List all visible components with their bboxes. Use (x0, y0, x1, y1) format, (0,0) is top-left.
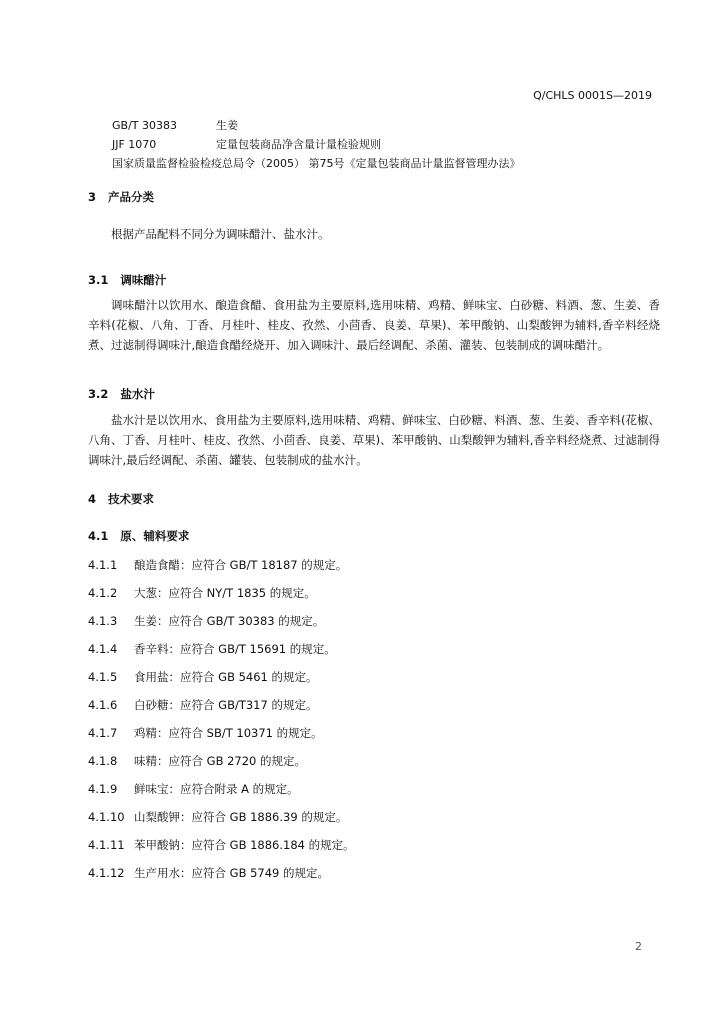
section-title: 原、辅料要求 (120, 529, 190, 543)
section-number: 3.1 (88, 273, 109, 287)
section-heading-4-1 (88, 528, 189, 544)
section-number: 4.1 (88, 529, 109, 543)
requirement-text: 酿造食醋：应符合 GB/T 18187 的规定。 (134, 558, 348, 572)
requirement-number: 4.1.9 (88, 782, 118, 796)
requirement-item (88, 585, 316, 601)
requirement-text: 生姜：应符合 GB/T 30383 的规定。 (134, 614, 325, 628)
page-number: 2 (635, 940, 642, 953)
requirement-item (88, 697, 317, 713)
requirement-item (88, 753, 306, 769)
requirement-number: 4.1.11 (88, 838, 125, 852)
reference-line (112, 155, 521, 171)
requirement-text: 食用盐：应符合 GB 5461 的规定。 (134, 670, 318, 684)
requirement-text: 苯甲酸钠：应符合 GB 1886.184 的规定。 (134, 838, 355, 852)
reference-code: JJF 1070 (112, 138, 157, 151)
requirement-item (88, 865, 329, 881)
section-heading-4 (88, 491, 154, 507)
requirement-number: 4.1.5 (88, 670, 118, 684)
requirement-text: 鸡精：应符合 SB/T 10371 的规定。 (134, 726, 323, 740)
section-title: 技术要求 (108, 492, 155, 506)
requirement-number: 4.1.3 (88, 614, 118, 628)
requirement-item (88, 725, 323, 741)
requirement-item (88, 641, 336, 657)
section-title: 调味醋汁 (120, 273, 167, 287)
requirement-text: 味精：应符合 GB 2720 的规定。 (134, 754, 307, 768)
section-number: 3.2 (88, 387, 109, 401)
standard-code: Q/CHLS 0001S—2019 (533, 89, 652, 102)
requirement-text: 鲜味宝：应符合附录 A 的规定。 (134, 782, 299, 796)
reference-code: GB/T 30383 (112, 119, 177, 132)
requirement-number: 4.1.6 (88, 698, 118, 712)
requirement-item (88, 837, 355, 853)
reference-title: 生姜 (216, 119, 238, 132)
reference-line (112, 117, 238, 133)
requirement-number: 4.1.10 (88, 810, 125, 824)
section-heading-3-2 (88, 386, 155, 402)
requirement-text: 白砂糖：应符合 GB/T317 的规定。 (134, 698, 318, 712)
section-title: 产品分类 (108, 190, 155, 204)
section-3-1-paragraph: 调味醋汁以饮用水、酿造食醋、食用盐为主要原料,选用味精、鸡精、鲜味宝、白砂糖、料酒、葱、生姜、香辛料(花椒、八角、丁香、月桂叶、桂皮、孜然、小茴香、良姜、草果)、苯甲酸钠、山梨酸钾为辅料,香辛料经烧煮、过滤制得调味汁,酿造食醋经烧开、加入调味汁、最后经调配、杀菌、灌装、包装制成的调味醋汁。 (88, 298, 660, 352)
reference-title: 定量包装商品净含量计量检验规则 (216, 138, 381, 151)
requirement-number: 4.1.7 (88, 726, 118, 740)
reference-title: 国家质量监督检验检疫总局令（2005） 第75号《定量包装商品计量监督管理办法》 (112, 157, 521, 170)
section-number: 4 (88, 492, 97, 506)
requirement-text: 大葱：应符合 NY/T 1835 的规定。 (134, 586, 316, 600)
requirement-number: 4.1.1 (88, 558, 118, 572)
section-title: 盐水汁 (120, 387, 155, 401)
requirement-number: 4.1.12 (88, 866, 125, 880)
section-3-paragraph: 根据产品配料不同分为调味醋汁、盐水汁。 (111, 227, 330, 241)
requirement-item (88, 613, 324, 629)
requirement-item (88, 781, 299, 797)
requirement-number: 4.1.2 (88, 586, 118, 600)
section-heading-3 (88, 189, 154, 205)
requirement-text: 香辛料：应符合 GB/T 15691 的规定。 (134, 642, 336, 656)
requirement-number: 4.1.4 (88, 642, 118, 656)
reference-line (112, 136, 381, 152)
requirement-number: 4.1.8 (88, 754, 118, 768)
requirement-item (88, 809, 347, 825)
section-heading-3-1 (88, 272, 166, 288)
requirement-text: 生产用水：应符合 GB 5749 的规定。 (134, 866, 330, 880)
requirement-item (88, 669, 318, 685)
section-3-2-paragraph: 盐水汁是以饮用水、食用盐为主要原料,选用味精、鸡精、鲜味宝、白砂糖、料酒、葱、生姜、香辛料(花椒、八角、丁香、月桂叶、桂皮、孜然、小茴香、良姜、草果)、苯甲酸钠、山梨酸钾为辅料,香辛料经烧煮、过滤制得调味汁,最后经调配、杀菌、罐装、包装制成的盐水汁。 (88, 413, 660, 467)
requirement-item (88, 557, 347, 573)
section-number: 3 (88, 190, 97, 204)
requirement-text: 山梨酸钾：应符合 GB 1886.39 的规定。 (134, 810, 348, 824)
